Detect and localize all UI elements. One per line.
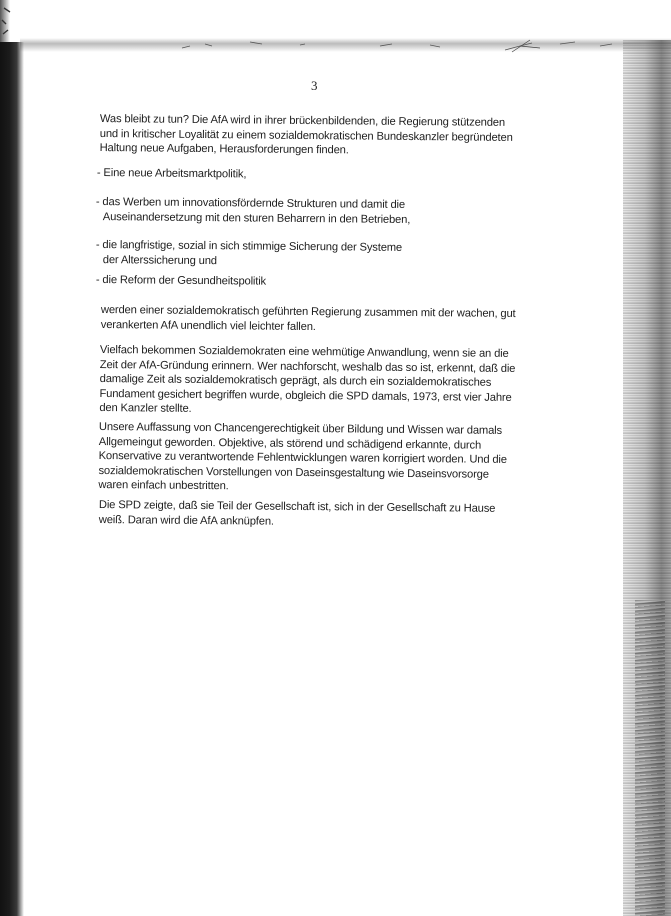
paragraph-afa-founding <box>99 343 525 420</box>
after-list-paragraph <box>101 303 526 336</box>
text-line: damalige Zeit als sozialdemokratisch geprägt, als durch ein sozialdemokratisches <box>99 373 492 389</box>
text-line: Allgemeingut geworden. Objektive, als störend und schädigend erkannte, durch <box>98 435 482 452</box>
scan-right-edge-dark <box>635 600 665 916</box>
scan-specks <box>0 0 671 60</box>
paragraph-spd-society <box>99 498 524 531</box>
scan-shadow-left <box>0 42 24 916</box>
text-line: Unsere Auffassung von Chancengerechtigkeit über Bildung und Wissen war damals <box>98 420 503 437</box>
text-line: und in kritischer Loyalität zu einem sozialdemokratischen Bundeskanzler begründeten <box>99 127 513 144</box>
text-line: werden einer sozialdemokratisch geführten Regierung zusammen mit der wachen, gut <box>100 303 516 320</box>
text-line: Was bleibt zu tun? Die AfA wird in ihrer brückenbildenden, die Regierung stützenden <box>99 112 506 129</box>
text-line: Konservative zu verantwortende Fehlentwicklungen waren korrigiert worden. Und die <box>98 450 507 467</box>
text-line: Vielfach bekommen Sozialdemokraten eine wehmütige Anwandlung, wenn sie an die <box>99 343 509 360</box>
text-line: waren einfach unbestritten. <box>98 479 229 493</box>
text-line: weiß. Daran wird die AfA anknüpfen. <box>98 513 274 528</box>
list-item <box>96 238 402 270</box>
text-line: der Alterssicherung und <box>102 253 217 267</box>
text-line: - die Reform der Gesundheitspolitik <box>95 273 267 288</box>
text-line: Haltung neue Aufgaben, Herausforderungen finden. <box>99 142 349 157</box>
paragraph-equal-opportunity <box>98 420 524 497</box>
text-line: verankerten AfA unendlich viel leichter fallen. <box>100 318 316 333</box>
text-line: - die langfristige, sozial in sich stimmige Sicherung der Systeme <box>95 238 403 254</box>
text-line: Zeit der AfA-Gründung erinnern. Wer nachforscht, weshalb das so ist, erkennt, daß die <box>99 358 516 375</box>
text-line: Auseinandersetzung mit den sturen Beharrern in den Betrieben, <box>102 210 411 226</box>
text-line: - das Werben um innovationsfördernde Strukturen und damit die <box>95 195 406 211</box>
text-line: sozialdemokratischen Vorstellungen von Daseinsgestaltung wie Daseinsvorsorge <box>98 464 489 481</box>
text-line: Fundament gesichert begriffen wurde, obgleich die SPD damals, 1973, erst vier Jahre <box>99 387 512 404</box>
text-line: Die SPD zeigte, daß sie Teil der Gesellschaft ist, sich in der Gesellschaft zu Hause <box>98 498 496 515</box>
list-item <box>97 166 247 182</box>
intro-paragraph <box>100 112 525 160</box>
text-line: - Eine neue Arbeitsmarktpolitik, <box>96 166 247 181</box>
list-item <box>96 195 411 227</box>
list-item <box>96 273 266 289</box>
text-line: den Kanzler stellte. <box>99 402 192 416</box>
page-number: 3 <box>311 78 318 93</box>
